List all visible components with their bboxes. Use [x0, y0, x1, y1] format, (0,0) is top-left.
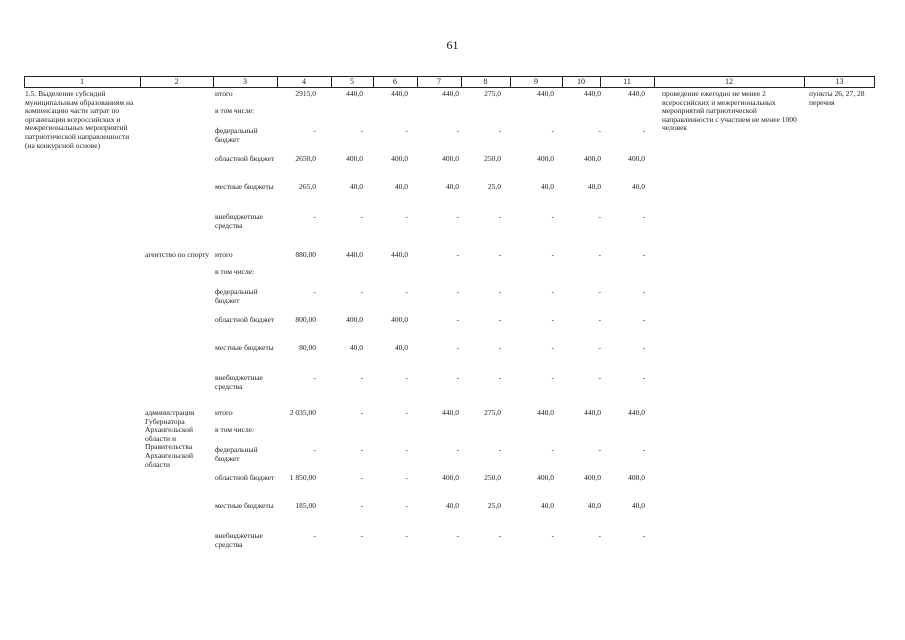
amount-cell: 440,0 — [346, 250, 363, 259]
amount-cell: - — [551, 315, 554, 324]
reference-points: пункты 26, 27, 28 перечня — [809, 89, 865, 107]
amount-cell: - — [313, 445, 316, 454]
header-col-2: 2 — [174, 77, 179, 86]
amount-cell: 400,0 — [346, 315, 363, 324]
amount-cell: - — [598, 531, 601, 540]
amount-cell: - — [551, 250, 554, 259]
amount-cell: 440,0 — [584, 408, 601, 417]
header-divider — [510, 77, 511, 87]
amount-cell: 275,0 — [484, 408, 501, 417]
amount-cell: - — [598, 287, 601, 296]
expected-result: проведение ежегодно не менее 2 всероссийских и межрегиональных мероприятий патриотической направленности с участием не менее 1000 человек — [662, 89, 797, 133]
amount-cell: - — [598, 126, 601, 135]
amount-cell: - — [642, 445, 645, 454]
executor: агентство по спорту — [145, 250, 210, 259]
amount-cell: 440,0 — [628, 89, 645, 98]
amount-cell: - — [456, 287, 459, 296]
amount-cell: 400,0 — [628, 154, 645, 163]
amount-cell: - — [313, 373, 316, 382]
amount-cell: - — [598, 250, 601, 259]
amount-cell: - — [498, 250, 501, 259]
amount-cell: 440,0 — [584, 89, 601, 98]
amount-cell: - — [456, 445, 459, 454]
header-col-1: 1 — [80, 77, 84, 86]
amount-cell: 250,0 — [484, 473, 501, 482]
amount-cell: - — [598, 315, 601, 324]
amount-cell: 25,0 — [487, 501, 501, 510]
amount-cell: - — [551, 445, 554, 454]
header-col-9: 9 — [534, 77, 538, 86]
amount-cell: - — [313, 287, 316, 296]
amount-cell: - — [456, 343, 459, 352]
amount-cell: - — [498, 531, 501, 540]
amount-cell: - — [405, 445, 408, 454]
amount-cell: - — [498, 373, 501, 382]
amount-cell: 400,0 — [391, 315, 408, 324]
amount-cell: - — [360, 473, 363, 482]
amount-cell: - — [642, 250, 645, 259]
funding-source-label: внебюджетные средства — [215, 212, 263, 230]
funding-source-label: областной бюджет — [215, 315, 275, 324]
funding-source-label: в том числе: — [215, 267, 255, 276]
amount-cell: - — [360, 212, 363, 221]
amount-cell: - — [642, 531, 645, 540]
amount-cell: - — [405, 126, 408, 135]
header-col-4: 4 — [302, 77, 306, 86]
funding-source-label: итого — [215, 250, 233, 259]
header-col-13: 13 — [835, 77, 844, 86]
amount-cell: - — [498, 315, 501, 324]
amount-cell: 40,0 — [540, 182, 554, 191]
amount-cell: 40,0 — [587, 501, 601, 510]
amount-cell: - — [551, 126, 554, 135]
table-header-row — [24, 76, 875, 88]
amount-cell: 275,0 — [484, 89, 501, 98]
funding-source-label: областной бюджет — [215, 473, 275, 482]
amount-cell: - — [598, 212, 601, 221]
amount-cell: 400,0 — [537, 154, 554, 163]
amount-cell: 185,00 — [295, 501, 316, 510]
header-divider — [24, 77, 25, 87]
amount-cell: 440,0 — [537, 408, 554, 417]
amount-cell: - — [598, 373, 601, 382]
amount-cell: - — [551, 287, 554, 296]
amount-cell: 40,0 — [349, 182, 363, 191]
funding-source-label: федеральный бюджет — [215, 126, 258, 144]
amount-cell: 2915,0 — [295, 89, 316, 98]
funding-source-label: итого — [215, 408, 233, 417]
funding-source-label: федеральный бюджет — [215, 287, 258, 305]
amount-cell: 400,0 — [442, 473, 459, 482]
funding-source-label: в том числе: — [215, 425, 255, 434]
amount-cell: 80,00 — [299, 343, 316, 352]
amount-cell: 40,0 — [445, 182, 459, 191]
amount-cell: 40,0 — [445, 501, 459, 510]
amount-cell: - — [642, 343, 645, 352]
header-divider — [373, 77, 374, 87]
amount-cell: 40,0 — [349, 343, 363, 352]
amount-cell: - — [405, 287, 408, 296]
header-divider — [874, 77, 875, 87]
amount-cell: - — [360, 373, 363, 382]
amount-cell: 250,0 — [484, 154, 501, 163]
amount-cell: - — [405, 531, 408, 540]
amount-cell: - — [456, 373, 459, 382]
amount-cell: 2650,0 — [295, 154, 316, 163]
header-divider — [654, 77, 655, 87]
amount-cell: - — [456, 126, 459, 135]
amount-cell: - — [360, 408, 363, 417]
header-col-5: 5 — [350, 77, 354, 86]
amount-cell: - — [498, 126, 501, 135]
amount-cell: - — [551, 343, 554, 352]
amount-cell: 40,0 — [540, 501, 554, 510]
amount-cell: - — [405, 212, 408, 221]
amount-cell: - — [642, 315, 645, 324]
amount-cell: - — [598, 343, 601, 352]
amount-cell: - — [405, 373, 408, 382]
header-col-12: 12 — [725, 77, 733, 86]
header-col-10: 10 — [577, 77, 585, 86]
amount-cell: 440,0 — [346, 89, 363, 98]
amount-cell: - — [642, 373, 645, 382]
header-col-6: 6 — [393, 77, 397, 86]
funding-source-label: местные бюджеты — [215, 343, 274, 352]
amount-cell: 440,0 — [391, 250, 408, 259]
header-divider — [277, 77, 278, 87]
amount-cell: - — [456, 315, 459, 324]
amount-cell: 440,0 — [442, 408, 459, 417]
amount-cell: 440,0 — [442, 89, 459, 98]
amount-cell: - — [405, 473, 408, 482]
amount-cell: 400,0 — [584, 473, 601, 482]
amount-cell: - — [598, 445, 601, 454]
header-divider — [417, 77, 418, 87]
header-divider — [461, 77, 462, 87]
amount-cell: 25,0 — [487, 182, 501, 191]
amount-cell: 265,0 — [299, 182, 316, 191]
amount-cell: - — [360, 501, 363, 510]
amount-cell: 2 035,00 — [289, 408, 316, 417]
executor: администрация Губернатора Архангельской области и Правительства Архангельской области — [145, 408, 195, 469]
amount-cell: - — [551, 212, 554, 221]
amount-cell: - — [405, 408, 408, 417]
amount-cell: 800,00 — [295, 315, 316, 324]
amount-cell: - — [313, 212, 316, 221]
amount-cell: 40,0 — [394, 343, 408, 352]
header-divider — [804, 77, 805, 87]
amount-cell: - — [642, 287, 645, 296]
amount-cell: - — [498, 212, 501, 221]
header-divider — [331, 77, 332, 87]
amount-cell: - — [642, 212, 645, 221]
header-col-11: 11 — [623, 77, 631, 86]
amount-cell: - — [551, 373, 554, 382]
amount-cell: 40,0 — [631, 182, 645, 191]
amount-cell: 400,0 — [391, 154, 408, 163]
funding-source-label: внебюджетные средства — [215, 373, 263, 391]
amount-cell: 40,0 — [631, 501, 645, 510]
header-divider — [600, 77, 601, 87]
amount-cell: 40,0 — [587, 182, 601, 191]
amount-cell: - — [498, 343, 501, 352]
amount-cell: 400,0 — [584, 154, 601, 163]
amount-cell: - — [360, 445, 363, 454]
funding-source-label: местные бюджеты — [215, 182, 274, 191]
amount-cell: - — [313, 126, 316, 135]
amount-cell: 880,00 — [295, 250, 316, 259]
funding-source-label: федеральный бюджет — [215, 445, 258, 463]
header-col-8: 8 — [483, 77, 488, 86]
funding-source-label: областной бюджет — [215, 154, 275, 163]
funding-source-label: итого — [215, 89, 233, 98]
amount-cell: 40,0 — [394, 182, 408, 191]
amount-cell: 440,0 — [628, 408, 645, 417]
amount-cell: - — [551, 531, 554, 540]
amount-cell: 400,0 — [442, 154, 459, 163]
header-divider — [562, 77, 563, 87]
amount-cell: - — [642, 126, 645, 135]
amount-cell: - — [360, 126, 363, 135]
amount-cell: 400,0 — [537, 473, 554, 482]
amount-cell: - — [456, 250, 459, 259]
amount-cell: - — [405, 501, 408, 510]
amount-cell: 440,0 — [537, 89, 554, 98]
funding-source-label: внебюджетные средства — [215, 531, 263, 549]
header-divider — [140, 77, 141, 87]
funding-source-label: местные бюджеты — [215, 501, 274, 510]
header-divider — [213, 77, 214, 87]
amount-cell: 440,0 — [391, 89, 408, 98]
amount-cell: - — [456, 212, 459, 221]
header-col-7: 7 — [437, 77, 441, 86]
funding-source-label: в том числе: — [215, 106, 255, 115]
amount-cell: - — [360, 287, 363, 296]
page-number: 61 — [446, 38, 459, 52]
amount-cell: - — [498, 445, 501, 454]
amount-cell: - — [498, 287, 501, 296]
header-col-3: 3 — [243, 77, 247, 86]
amount-cell: - — [456, 531, 459, 540]
amount-cell: 1 850,00 — [289, 473, 316, 482]
amount-cell: 400,0 — [346, 154, 363, 163]
amount-cell: 400,0 — [628, 473, 645, 482]
amount-cell: - — [313, 531, 316, 540]
amount-cell: - — [360, 531, 363, 540]
task-title: 1.5. Выделение субсидий муниципальным образованиям на компенсацию части затрат по организации всероссийских и межрегиональных мероприятий патриотической направленности (на конкурсной основе) — [25, 89, 134, 150]
